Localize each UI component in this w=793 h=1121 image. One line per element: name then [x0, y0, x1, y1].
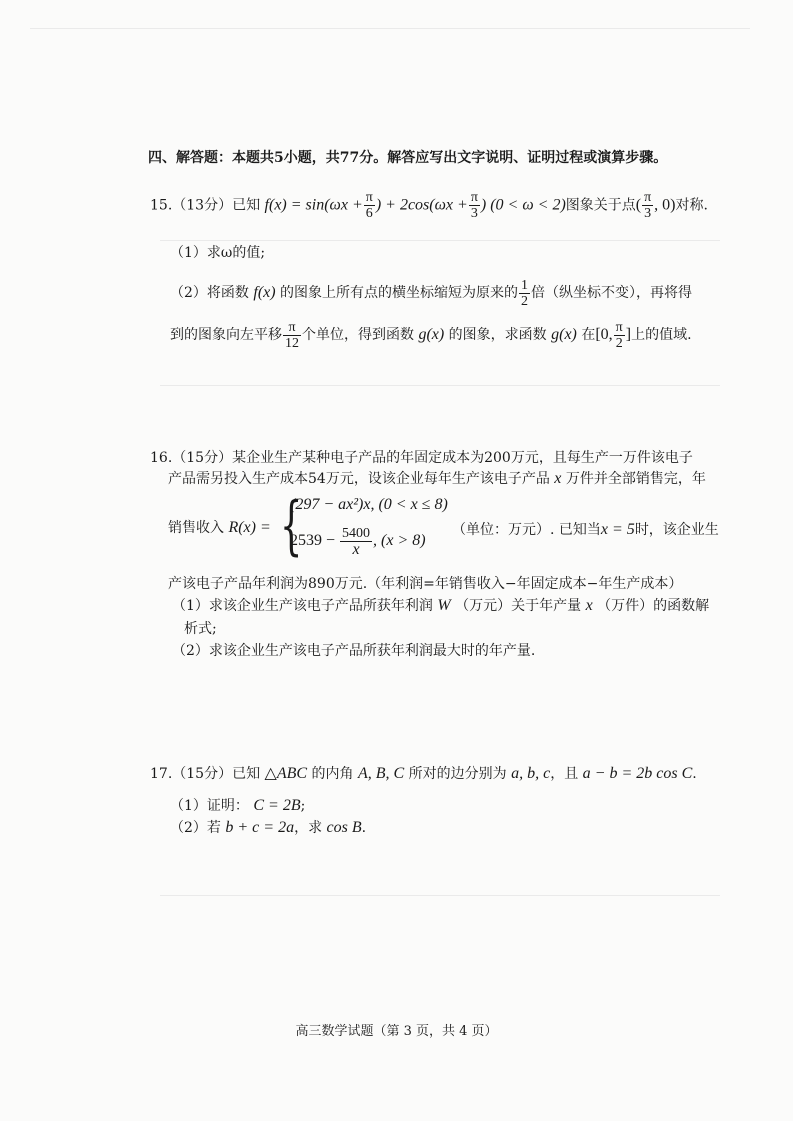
fraction-pi-over-2: [614, 320, 625, 351]
math-c-eq-2b: C = 2B: [253, 797, 301, 814]
stem-text: 对称.: [675, 197, 708, 214]
stem-text: 的内角: [311, 766, 354, 782]
part-text: 上的值域.: [631, 327, 692, 343]
question-15-part-1: （1）求ω的值;: [170, 245, 266, 261]
scan-artifact: [160, 895, 720, 896]
section-heading: 四、解答题：本题共5小题，共77分。解答应写出文字说明、证明过程或演算步骤。: [148, 150, 668, 166]
part-text: （万元）关于年产量: [455, 598, 582, 614]
stem-text: 所对的边分别为: [408, 766, 507, 782]
part-text: 的图象，求函数: [448, 327, 547, 343]
fraction-numerator: π: [615, 319, 623, 335]
scan-artifact: [30, 28, 750, 29]
math-gx: g(x): [418, 326, 445, 343]
math-expression: , (x > 8): [373, 532, 426, 550]
piecewise-case-2: [290, 526, 426, 557]
fraction-denominator: 12: [285, 335, 299, 351]
stem-text: 已知: [232, 766, 261, 782]
math-x-eq-5: x = 5: [600, 521, 635, 538]
stem-text: .: [692, 766, 697, 782]
stem-text: 销售收入: [168, 520, 224, 536]
stem-text: 已知: [232, 197, 261, 214]
fraction-numerator: π: [365, 190, 373, 205]
piecewise-case-1: [290, 496, 448, 514]
fraction-numerator: 1: [521, 277, 529, 293]
fraction-denominator: 3: [470, 206, 478, 221]
math-fx: f(x): [253, 284, 276, 301]
question-score: （15分）: [172, 450, 233, 466]
math-x: x: [585, 597, 593, 614]
fraction-5400-over-x: [340, 526, 372, 557]
fraction-denominator: x: [352, 541, 360, 558]
math-w: W: [437, 597, 451, 614]
stem-text: 某企业生产某种电子产品的年固定成本为200万元，且每生产一万件该电子: [232, 450, 693, 466]
stem-text: 时，该企业生: [634, 522, 719, 538]
fraction-numerator: π: [470, 190, 478, 205]
question-16-stem-line-3: 产该电子产品年利润为890万元.（年利润=年销售收入−年固定成本−年生产成本）: [168, 576, 683, 592]
math-triangle: △ABC: [264, 765, 308, 782]
part-text: （1）求该企业生产该电子产品所获年利润: [172, 598, 433, 614]
fraction-denominator: 6: [365, 206, 373, 221]
fraction-pi-over-6: [364, 190, 375, 221]
part-text: 个单位，得到函数: [302, 327, 414, 343]
fraction-numerator: π: [644, 190, 652, 205]
part-text: .: [361, 820, 367, 836]
fraction-denominator: 3: [644, 206, 652, 221]
part-text: 到的图象向左平移: [170, 327, 282, 343]
point-paren: , 0): [654, 196, 676, 214]
question-number: 17.: [150, 766, 173, 782]
page-footer: 高三数学试题（第 3 页，共 4 页）: [295, 1024, 498, 1039]
fraction-numerator: 5400: [342, 526, 371, 541]
scan-artifact: [160, 385, 720, 386]
math-sides: a, b, c: [511, 765, 551, 782]
question-17-part-1: [170, 796, 305, 816]
math-expression: (297 − ax²)x, (0 < x ≤ 8): [290, 496, 448, 513]
interval: ]: [625, 326, 632, 343]
fraction-one-half: [519, 278, 530, 309]
question-score: （13分）: [172, 197, 233, 214]
question-16-part-2: （2）求该企业生产该电子产品所获年利润最大时的年产量.: [172, 643, 536, 659]
math-angles: A, B, C: [357, 765, 405, 782]
stem-text: ，且: [550, 766, 579, 782]
part-text: （万件）的函数解: [597, 598, 710, 614]
question-16-stem-line-2: [168, 464, 706, 494]
point-paren: (: [635, 196, 642, 214]
part-text: 在: [581, 327, 596, 343]
question-score: （15分）: [172, 766, 233, 782]
question-17-part-2: [170, 818, 366, 838]
fraction-pi-over-3: [469, 190, 480, 221]
fraction-pi-over-3: [642, 190, 653, 221]
question-number: 15.: [150, 197, 173, 214]
part-text: （2）将函数: [170, 285, 249, 301]
math-expression: 2539 −: [290, 532, 336, 550]
question-15-stem: [150, 190, 708, 221]
stem-text: 产品需另投入生产成本54万元，设该企业每年生产该电子产品: [168, 471, 550, 487]
piecewise-brace: {: [280, 489, 303, 563]
math-expression: ) (0 < ω < 2): [480, 196, 566, 214]
part-text: （2）若: [170, 820, 221, 836]
part-text: ;: [300, 798, 306, 814]
stem-text: 万件并全部销售完，年: [565, 471, 706, 487]
question-17-stem: [150, 764, 697, 784]
math-b-plus-c: b + c = 2a: [225, 819, 295, 836]
part-text: （1）证明：: [170, 798, 249, 814]
scan-artifact: [160, 240, 720, 241]
math-x: x: [554, 470, 562, 487]
fraction-pi-over-12: [283, 320, 301, 351]
math-cos-b: cos B: [326, 819, 362, 836]
question-15-part-2-line-1: [170, 276, 692, 310]
question-16-part-1-cont: 析式;: [184, 621, 217, 637]
question-number: 16.: [150, 450, 173, 466]
math-rx: R(x) =: [228, 519, 271, 536]
fraction-numerator: π: [283, 320, 301, 336]
math-expression: ) + 2cos(ωx +: [375, 196, 468, 214]
math-gx: g(x): [551, 326, 577, 343]
stem-text: 图象关于点: [565, 197, 636, 214]
math-expression: f(x) = sin(ωx +: [264, 196, 363, 214]
question-16-part-1: [172, 596, 709, 616]
fraction-denominator: 2: [615, 335, 623, 351]
stem-text: （单位：万元）. 已知当: [452, 522, 601, 538]
interval: [0,: [595, 326, 613, 343]
part-text: ，求: [294, 820, 323, 836]
fraction-denominator: 2: [521, 293, 529, 309]
unit-note: [452, 520, 719, 540]
question-15-part-2-line-2: [170, 318, 692, 352]
part-text: 的图象上所有点的横坐标缩短为原来的: [280, 285, 519, 301]
math-condition: a − b = 2b cos C: [582, 765, 693, 782]
part-text: 倍（纵坐标不变），再将得: [531, 285, 693, 301]
revenue-label: [168, 518, 271, 538]
